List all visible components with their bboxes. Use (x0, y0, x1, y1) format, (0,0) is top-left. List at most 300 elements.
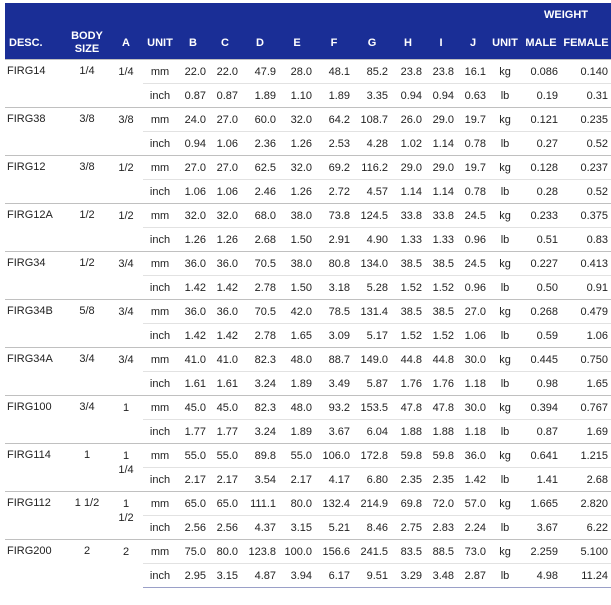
dim-g: 4.28 (353, 132, 391, 156)
weight-male: 0.51 (521, 228, 561, 252)
dim-i: 29.0 (425, 108, 457, 132)
dim-i: 0.94 (425, 84, 457, 108)
dim-c: 0.87 (209, 84, 241, 108)
dim-f: 3.49 (315, 372, 353, 396)
body-size: 1/4 (65, 60, 109, 108)
dim-h: 1.52 (391, 324, 425, 348)
dim-b: 1.61 (177, 372, 209, 396)
dim-c: 45.0 (209, 396, 241, 420)
dim-f: 6.17 (315, 564, 353, 588)
dim-f: 106.0 (315, 444, 353, 468)
weight-male: 1.41 (521, 468, 561, 492)
weight-unit: lb (489, 324, 521, 348)
dimension-unit: inch (143, 420, 177, 444)
dimension-unit: inch (143, 372, 177, 396)
weight-female: 0.479 (561, 300, 611, 324)
dim-g: 4.57 (353, 180, 391, 204)
dim-e: 80.0 (279, 492, 315, 516)
dim-e: 48.0 (279, 396, 315, 420)
weight-unit: lb (489, 228, 521, 252)
dim-c: 1.26 (209, 228, 241, 252)
dim-e: 3.15 (279, 516, 315, 540)
a-size: 3/4 (109, 300, 143, 348)
dim-i: 1.14 (425, 180, 457, 204)
dim-g: 3.35 (353, 84, 391, 108)
dim-j: 0.78 (457, 180, 489, 204)
body-size: 5/8 (65, 300, 109, 348)
dim-f: 3.67 (315, 420, 353, 444)
dim-h: 1.02 (391, 132, 425, 156)
weight-female: 11.24 (561, 564, 611, 588)
dim-j: 1.42 (457, 468, 489, 492)
dim-h: 1.52 (391, 276, 425, 300)
a-size: 1 1/2 (109, 492, 143, 540)
dim-h: 2.35 (391, 468, 425, 492)
dim-g: 8.46 (353, 516, 391, 540)
dim-g: 214.9 (353, 492, 391, 516)
dim-c: 65.0 (209, 492, 241, 516)
dimension-unit: inch (143, 228, 177, 252)
dim-e: 38.0 (279, 252, 315, 276)
weight-female: 0.83 (561, 228, 611, 252)
table-row (5, 444, 611, 468)
weight-unit: kg (489, 348, 521, 372)
weight-male: 0.641 (521, 444, 561, 468)
dim-e: 48.0 (279, 348, 315, 372)
dim-e: 32.0 (279, 156, 315, 180)
table-row (5, 156, 611, 180)
dim-d: 89.8 (241, 444, 279, 468)
col-g-header: G (353, 27, 391, 60)
part-desc: FIRG34B (5, 300, 65, 348)
dimension-unit: mm (143, 540, 177, 564)
dim-h: 44.8 (391, 348, 425, 372)
dim-i: 2.83 (425, 516, 457, 540)
dim-j: 36.0 (457, 444, 489, 468)
a-size: 1/2 (109, 156, 143, 204)
dim-e: 55.0 (279, 444, 315, 468)
weight-male: 0.394 (521, 396, 561, 420)
dim-f: 2.53 (315, 132, 353, 156)
dim-h: 2.75 (391, 516, 425, 540)
weight-unit: lb (489, 468, 521, 492)
dim-i: 1.14 (425, 132, 457, 156)
dim-f: 69.2 (315, 156, 353, 180)
dim-c: 55.0 (209, 444, 241, 468)
dim-e: 1.10 (279, 84, 315, 108)
dim-g: 9.51 (353, 564, 391, 588)
weight-male: 0.98 (521, 372, 561, 396)
dim-b: 24.0 (177, 108, 209, 132)
weight-unit: kg (489, 204, 521, 228)
table-row (5, 108, 611, 132)
dim-g: 4.90 (353, 228, 391, 252)
dim-g: 85.2 (353, 60, 391, 84)
dimension-unit: mm (143, 348, 177, 372)
table-row (5, 60, 611, 84)
part-desc: FIRG38 (5, 108, 65, 156)
weight-unit: kg (489, 492, 521, 516)
dim-g: 131.4 (353, 300, 391, 324)
dim-g: 5.28 (353, 276, 391, 300)
dim-b: 1.42 (177, 276, 209, 300)
weight-female: 0.52 (561, 180, 611, 204)
dim-g: 153.5 (353, 396, 391, 420)
dim-c: 1.06 (209, 180, 241, 204)
dim-d: 111.1 (241, 492, 279, 516)
dim-j: 27.0 (457, 300, 489, 324)
col-h-header: H (391, 27, 425, 60)
weight-male: 0.128 (521, 156, 561, 180)
part-desc: FIRG34A (5, 348, 65, 396)
dimension-table (5, 3, 611, 588)
dim-d: 3.54 (241, 468, 279, 492)
dim-e: 32.0 (279, 108, 315, 132)
dim-i: 38.5 (425, 252, 457, 276)
dim-c: 1.77 (209, 420, 241, 444)
dim-i: 47.8 (425, 396, 457, 420)
weight-male: 0.086 (521, 60, 561, 84)
dim-c: 22.0 (209, 60, 241, 84)
dimension-unit: mm (143, 252, 177, 276)
col-body-size-header: BODY SIZE (65, 27, 109, 60)
dim-h: 47.8 (391, 396, 425, 420)
dim-c: 32.0 (209, 204, 241, 228)
dim-f: 1.89 (315, 84, 353, 108)
weight-female: 1.65 (561, 372, 611, 396)
weight-unit: lb (489, 516, 521, 540)
col-e-header: E (279, 27, 315, 60)
dim-d: 70.5 (241, 252, 279, 276)
table-row (5, 204, 611, 228)
table-row (5, 252, 611, 276)
dim-g: 116.2 (353, 156, 391, 180)
weight-male: 0.121 (521, 108, 561, 132)
dim-j: 1.06 (457, 324, 489, 348)
dim-h: 38.5 (391, 300, 425, 324)
weight-male: 0.59 (521, 324, 561, 348)
col-j-header: J (457, 27, 489, 60)
dim-e: 1.89 (279, 420, 315, 444)
weight-unit: kg (489, 252, 521, 276)
weight-unit: lb (489, 180, 521, 204)
weight-unit: kg (489, 396, 521, 420)
dim-b: 45.0 (177, 396, 209, 420)
body-size: 1/2 (65, 252, 109, 300)
weight-female: 1.69 (561, 420, 611, 444)
dim-b: 22.0 (177, 60, 209, 84)
dim-c: 36.0 (209, 300, 241, 324)
weight-female: 0.140 (561, 60, 611, 84)
dim-d: 47.9 (241, 60, 279, 84)
body-size: 3/8 (65, 156, 109, 204)
dim-d: 123.8 (241, 540, 279, 564)
dim-i: 38.5 (425, 300, 457, 324)
dim-d: 3.24 (241, 372, 279, 396)
dim-f: 73.8 (315, 204, 353, 228)
dim-h: 29.0 (391, 156, 425, 180)
dimension-unit: inch (143, 564, 177, 588)
dim-b: 27.0 (177, 156, 209, 180)
dim-g: 241.5 (353, 540, 391, 564)
dim-h: 83.5 (391, 540, 425, 564)
dim-g: 6.04 (353, 420, 391, 444)
dim-d: 70.5 (241, 300, 279, 324)
dim-j: 19.7 (457, 156, 489, 180)
dim-i: 72.0 (425, 492, 457, 516)
dim-f: 4.17 (315, 468, 353, 492)
dim-g: 5.17 (353, 324, 391, 348)
weight-male: 0.227 (521, 252, 561, 276)
table-row (5, 540, 611, 564)
table-header (5, 3, 611, 60)
part-desc: FIRG200 (5, 540, 65, 588)
dim-b: 0.94 (177, 132, 209, 156)
dim-j: 0.96 (457, 228, 489, 252)
part-desc: FIRG114 (5, 444, 65, 492)
weight-male: 0.50 (521, 276, 561, 300)
dim-i: 1.76 (425, 372, 457, 396)
a-size: 2 (109, 540, 143, 588)
dim-j: 2.87 (457, 564, 489, 588)
dimension-unit: inch (143, 132, 177, 156)
weight-female: 0.237 (561, 156, 611, 180)
dim-f: 48.1 (315, 60, 353, 84)
col-c-header: C (209, 27, 241, 60)
weight-female: 2.68 (561, 468, 611, 492)
dim-i: 3.48 (425, 564, 457, 588)
dim-b: 65.0 (177, 492, 209, 516)
dim-j: 19.7 (457, 108, 489, 132)
dim-f: 3.18 (315, 276, 353, 300)
dim-h: 1.14 (391, 180, 425, 204)
spec-table-container (5, 3, 609, 599)
part-desc: FIRG14 (5, 60, 65, 108)
dim-g: 108.7 (353, 108, 391, 132)
weight-female: 0.31 (561, 84, 611, 108)
header-spacer (5, 3, 521, 27)
dim-c: 27.0 (209, 156, 241, 180)
dim-f: 80.8 (315, 252, 353, 276)
dim-d: 2.78 (241, 324, 279, 348)
dim-j: 73.0 (457, 540, 489, 564)
weight-male: 3.67 (521, 516, 561, 540)
dimension-unit: mm (143, 156, 177, 180)
a-size: 3/4 (109, 348, 143, 396)
col-f-header: F (315, 27, 353, 60)
dimension-unit: inch (143, 516, 177, 540)
weight-female: 2.820 (561, 492, 611, 516)
column-header-row (5, 27, 611, 60)
dim-h: 33.8 (391, 204, 425, 228)
dim-d: 2.68 (241, 228, 279, 252)
dim-j: 1.18 (457, 372, 489, 396)
weight-unit: kg (489, 60, 521, 84)
dim-e: 3.94 (279, 564, 315, 588)
dim-h: 1.33 (391, 228, 425, 252)
dim-j: 2.24 (457, 516, 489, 540)
weight-female: 0.767 (561, 396, 611, 420)
dim-g: 124.5 (353, 204, 391, 228)
dim-i: 29.0 (425, 156, 457, 180)
dim-h: 0.94 (391, 84, 425, 108)
dim-g: 6.80 (353, 468, 391, 492)
a-size: 3/4 (109, 252, 143, 300)
dim-g: 172.8 (353, 444, 391, 468)
weight-male: 2.259 (521, 540, 561, 564)
body-size: 3/4 (65, 348, 109, 396)
weight-male: 0.27 (521, 132, 561, 156)
dimension-unit: mm (143, 204, 177, 228)
dim-i: 33.8 (425, 204, 457, 228)
a-size: 1/4 (109, 60, 143, 108)
weight-female: 1.06 (561, 324, 611, 348)
body-size: 2 (65, 540, 109, 588)
weight-female: 0.235 (561, 108, 611, 132)
dim-b: 1.42 (177, 324, 209, 348)
dim-c: 1.06 (209, 132, 241, 156)
dim-j: 0.96 (457, 276, 489, 300)
dim-e: 38.0 (279, 204, 315, 228)
weight-male: 0.19 (521, 84, 561, 108)
dim-b: 2.56 (177, 516, 209, 540)
a-size: 3/8 (109, 108, 143, 156)
dim-f: 2.72 (315, 180, 353, 204)
dimension-unit: mm (143, 492, 177, 516)
dim-c: 2.56 (209, 516, 241, 540)
col-weight-unit-header: UNIT (489, 27, 521, 60)
weight-unit: lb (489, 276, 521, 300)
dim-j: 30.0 (457, 396, 489, 420)
dim-c: 1.42 (209, 276, 241, 300)
dim-i: 2.35 (425, 468, 457, 492)
dim-d: 2.36 (241, 132, 279, 156)
dim-e: 1.50 (279, 276, 315, 300)
dim-j: 1.18 (457, 420, 489, 444)
weight-unit: kg (489, 108, 521, 132)
body-size: 3/8 (65, 108, 109, 156)
weight-male: 0.28 (521, 180, 561, 204)
weight-male: 0.233 (521, 204, 561, 228)
table-body (5, 60, 611, 588)
part-desc: FIRG34 (5, 252, 65, 300)
dim-b: 2.17 (177, 468, 209, 492)
dimension-unit: mm (143, 300, 177, 324)
dim-e: 1.50 (279, 228, 315, 252)
dim-b: 55.0 (177, 444, 209, 468)
dim-f: 132.4 (315, 492, 353, 516)
dim-h: 38.5 (391, 252, 425, 276)
dim-j: 16.1 (457, 60, 489, 84)
dim-b: 32.0 (177, 204, 209, 228)
a-size: 1 (109, 396, 143, 444)
dim-d: 2.46 (241, 180, 279, 204)
weight-unit: lb (489, 372, 521, 396)
table-row (5, 492, 611, 516)
dim-g: 5.87 (353, 372, 391, 396)
dimension-unit: mm (143, 60, 177, 84)
weight-unit: lb (489, 84, 521, 108)
weight-male: 1.665 (521, 492, 561, 516)
dim-h: 26.0 (391, 108, 425, 132)
body-size: 3/4 (65, 396, 109, 444)
body-size: 1 (65, 444, 109, 492)
dim-e: 1.26 (279, 132, 315, 156)
dim-c: 3.15 (209, 564, 241, 588)
dim-e: 100.0 (279, 540, 315, 564)
dim-h: 23.8 (391, 60, 425, 84)
col-female-header: FEMALE (561, 27, 611, 60)
weight-male: 0.268 (521, 300, 561, 324)
weight-female: 0.750 (561, 348, 611, 372)
a-size: 1/2 (109, 204, 143, 252)
dim-d: 2.78 (241, 276, 279, 300)
dim-d: 4.37 (241, 516, 279, 540)
dim-h: 1.88 (391, 420, 425, 444)
dimension-unit: inch (143, 468, 177, 492)
dim-b: 2.95 (177, 564, 209, 588)
dim-i: 1.52 (425, 324, 457, 348)
dim-b: 41.0 (177, 348, 209, 372)
dim-f: 64.2 (315, 108, 353, 132)
dimension-unit: inch (143, 84, 177, 108)
weight-female: 0.375 (561, 204, 611, 228)
dim-i: 23.8 (425, 60, 457, 84)
dim-e: 1.89 (279, 372, 315, 396)
dim-b: 36.0 (177, 300, 209, 324)
weight-female: 6.22 (561, 516, 611, 540)
dim-j: 24.5 (457, 204, 489, 228)
dim-i: 1.33 (425, 228, 457, 252)
dimension-unit: inch (143, 324, 177, 348)
dim-g: 134.0 (353, 252, 391, 276)
dim-j: 0.78 (457, 132, 489, 156)
dim-f: 88.7 (315, 348, 353, 372)
dim-c: 1.61 (209, 372, 241, 396)
dim-h: 59.8 (391, 444, 425, 468)
dim-c: 36.0 (209, 252, 241, 276)
dim-j: 0.63 (457, 84, 489, 108)
table-row (5, 348, 611, 372)
dimension-unit: inch (143, 276, 177, 300)
weight-unit: lb (489, 564, 521, 588)
dim-c: 80.0 (209, 540, 241, 564)
dim-i: 59.8 (425, 444, 457, 468)
part-desc: FIRG12A (5, 204, 65, 252)
weight-male: 0.87 (521, 420, 561, 444)
col-a-header: A (109, 27, 143, 60)
dimension-unit: mm (143, 396, 177, 420)
dim-c: 1.42 (209, 324, 241, 348)
dim-e: 2.17 (279, 468, 315, 492)
dim-f: 78.5 (315, 300, 353, 324)
weight-female: 1.215 (561, 444, 611, 468)
dimension-unit: mm (143, 444, 177, 468)
dim-e: 28.0 (279, 60, 315, 84)
part-desc: FIRG12 (5, 156, 65, 204)
weight-unit: lb (489, 132, 521, 156)
dim-h: 1.76 (391, 372, 425, 396)
dim-f: 3.09 (315, 324, 353, 348)
col-male-header: MALE (521, 27, 561, 60)
dim-h: 3.29 (391, 564, 425, 588)
weight-header: WEIGHT (521, 3, 611, 27)
dim-c: 41.0 (209, 348, 241, 372)
weight-unit: kg (489, 300, 521, 324)
col-i-header: I (425, 27, 457, 60)
col-desc-header: DESC. (5, 27, 65, 60)
dim-h: 69.8 (391, 492, 425, 516)
